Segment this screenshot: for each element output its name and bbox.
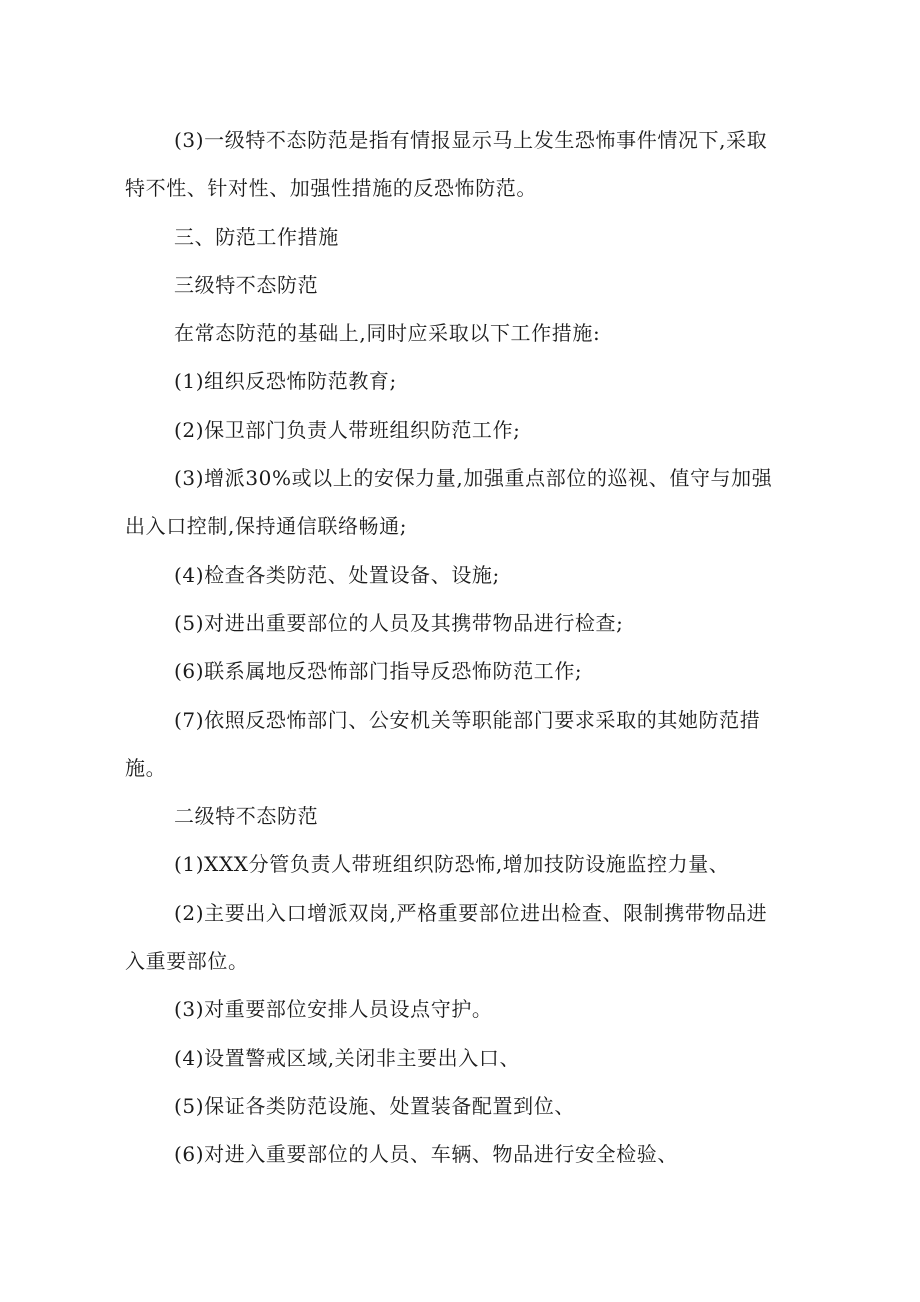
- list-item-level-two-2: (2)主要出入口增派双岗,严格重要部位进出检查、限制携带物品进入重要部位。: [125, 900, 768, 974]
- list-item-level-three-5: (5)对进出重要部位的人员及其携带物品进行检查;: [174, 610, 624, 635]
- list-item-level-three-7: (7)依照反恐怖部门、公安机关等职能部门要求采取的其她防范措施。: [125, 707, 761, 780]
- list-item-level-three-6: (6)联系属地反恐怖部门指导反恐怖防范工作;: [174, 659, 583, 684]
- subheading-level-two: 二级特不态防范: [174, 804, 319, 829]
- list-item-level-two-4: (4)设置警戒区域,关闭非主要出入口、: [174, 1045, 521, 1070]
- list-item-level-two-6: (6)对进入重要部位的人员、车辆、物品进行安全检验、: [174, 1142, 678, 1167]
- list-item-level-two-3: (3)对重要部位安排人员设点守护。: [174, 997, 493, 1022]
- document-body: [125, 116, 785, 1179]
- paragraph-level-one-definition: (3)一级特不态防范是指有情报显示马上发生恐怖事件情况下,采取特不性、针对性、加强性措施的反恐怖防范。: [125, 128, 768, 201]
- paragraph-level-three-intro: 在常态防范的基础上,同时应采取以下工作措施:: [174, 321, 601, 346]
- list-item-level-three-2: (2)保卫部门负责人带班组织防范工作;: [174, 417, 521, 442]
- list-item-level-three-4: (4)检查各类防范、处置设备、设施;: [174, 562, 500, 587]
- list-item-level-three-1: (1)组织反恐怖防范教育;: [174, 369, 397, 394]
- subheading-level-three: 三级特不态防范: [174, 272, 319, 297]
- section-heading-prevention-measures: 三、防范工作措施: [174, 224, 339, 249]
- list-item-level-two-5: (5)保证各类防范设施、处置装备配置到位、: [174, 1093, 575, 1118]
- list-item-level-two-1: (1)XXX分管负责人带班组织防恐怖,增加技防设施监控力量、: [174, 852, 730, 877]
- list-item-level-three-3: (3)增派30%或以上的安保力量,加强重点部位的巡视、值守与加强出入口控制,保持通信联络畅通;: [125, 466, 773, 539]
